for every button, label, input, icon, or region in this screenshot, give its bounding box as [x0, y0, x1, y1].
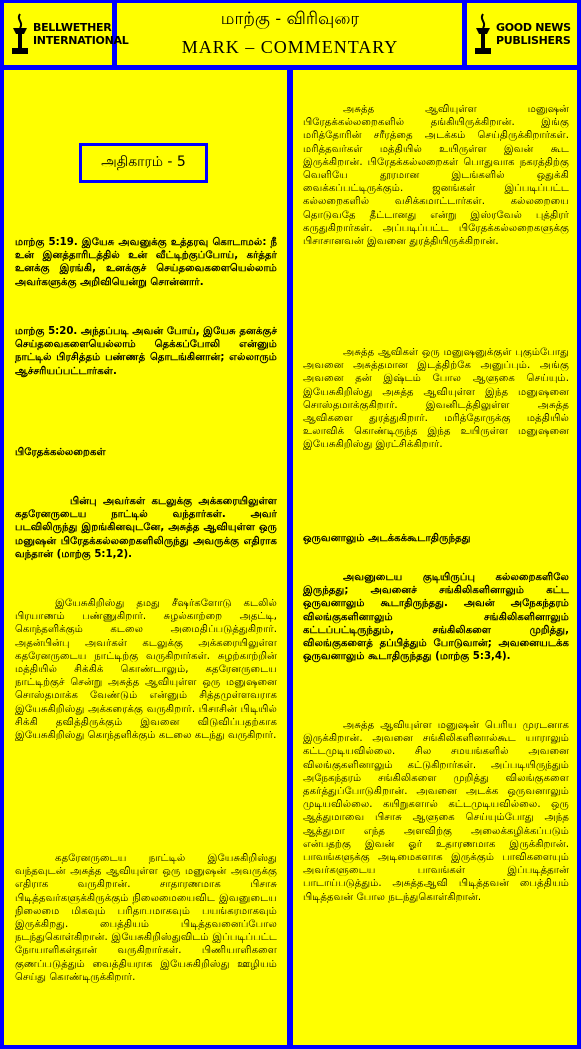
page-title-tamil: மாற்கு - விரிவுரை	[220, 9, 360, 29]
chapter-box	[79, 143, 208, 183]
section-title-unrestrainable: ஒருவனாலும் அடக்கக்கூடாதிருந்தது	[303, 533, 471, 544]
commentary-paragraph: அசுத்த ஆவிகள் ஒரு மனுஷனுக்குள் புகும்போது அவனை அசுத்தமான இடத்திற்கே அனுப்பும். அங்கு அவனை தன் இஷ்டம் போல ஆளுகை செய்யும். இயேசுகிறிஸ்து அசுத்த ஆவியுள்ள இந்த மனுஷனை சொஸ்தமாக்குகிறார். இவனிடத்திலுள்ள அசுத்த ஆவிகளை துரத்துகிறார். மரித்தோருக்கு மத்தியில் உலாவிக் கொண்டிருந்த இந்த உயிருள்ள மனுஷனை இயேசுகிறிஸ்து இரட்சிக்கிறார்.	[303, 347, 569, 451]
header-right-divider	[462, 0, 467, 68]
right-section-heading	[303, 532, 569, 545]
top-border	[0, 0, 581, 3]
scripture-passage-5-3-4: அவனுடைய குடியிருப்பு கல்லறைகளிலே இருந்தது; அவனைச் சங்கிலிகளினாலும் கட்ட ஒருவனாலும் கூடாதிருந்தது. அவன் அநேகந்தரம் விலங்குகளினாலும் சங்கிலிகளினாலும் கட்டப்பட்டிருந்தும், சங்கிலிகளை முறித்து, விலங்குகளைத் தப்பித்தும் போடுவான்; அவனையடக்க ஒருவனாலும் கூடாதிருந்தது (மாற்கு 5:3,4).	[303, 572, 569, 663]
verse-5-19: மாற்கு 5:19. இயேசு அவனுக்கு உத்தரவு கொடாமல்: நீ உன் இனத்தாரிடத்தில் உன் வீட்டிற்குப்போய், கர்த்தர் உனக்கு இரங்கி, உனக்குச் செய்தவைகளையெல்லாம் அவர்களுக்கு அறிவியென்று சொன்னார்.	[15, 237, 277, 288]
logo-line-1: BELLWETHER	[33, 21, 112, 34]
chapter-label: அதிகாரம் - 5	[101, 154, 186, 170]
right-border	[577, 0, 581, 1049]
left-border	[0, 0, 4, 1049]
left-paragraph-2	[15, 852, 277, 984]
right-passage	[303, 571, 569, 663]
logo-line-1: GOOD NEWS	[496, 21, 571, 34]
commentary-paragraph: அசுத்த ஆவியுள்ள மனுஷன் பெரிய முரடனாக இருக்கிறான். அவனை சங்கிலிகளினால்கூட யாராலும் கட்டமுடியவில்லை. சில சமயங்களில் அவனை விலங்குகளினாலும் கட்டுகிறார்கள். அப்படியிருந்தும் அநேகந்தரம் சங்கிலிகளை முறித்து விலங்குகளை தகர்த்துப்போடுகிறான். அவனை அடக்க ஒருவனாலும் முடியவில்லை. கயிறுகளால் கட்டமுடியவில்லை. ஒரு ஆத்துமாவை பிசாசு ஆளுகை செய்யும்போது அந்த ஆத்துமா எந்த அளவிற்கு அலைக்கழிக்கப்படும் என்பதற்கு இவன் ஓர் உதாரணமாக இருக்கிறான். பாவங்களுக்கு அடிமைகளாக இருக்கும் பாவிகளையும் அவர்களுடைய பாவங்கள் இப்படித்தான் பாடாய்படுத்தும். அசுத்தஆவி பிடித்தவன் பைத்தியம் பிடித்தவன் போல நடந்துகொள்கிறான்.	[303, 720, 569, 903]
verse-5-20: மாற்கு 5:20. அந்தப்படி அவன் போய், இயேசு தனக்குச் செய்தவைகளையெல்லாம் தெக்கப்போலி என்னும் நாட்டில் பிரசித்தம் பண்ணத் தொடங்கினான்; எல்லாரும் ஆச்சரியப்பட்டார்கள்.	[15, 326, 277, 377]
lamp-icon	[9, 12, 31, 56]
right-paragraph-3	[303, 719, 569, 904]
left-column	[15, 236, 277, 289]
right-paragraph-1	[303, 103, 569, 248]
left-section-heading	[15, 446, 277, 459]
commentary-paragraph: இயேசுகிறிஸ்து தமது சீஷர்களோடு கடலில் பிரயாணம் பண்ணுகிறார். சுழல்காற்றை அதட்டி, கொந்தளிக்கும் கடலை அமைதிப்படுத்துகிறார். அதன்பின்பு அவர்கள் கடலுக்கு அக்கரையிலுள்ள கதரேனருடைய நாட்டிற்கு வருகிறார்கள். சுழற்காற்றின் மத்தியில் சிக்கிக் கொண்டாலும், கதரேனருடைய நாட்டிற்குச் சென்று அசுத்த ஆவியுள்ள ஒரு மனுஷனை சொஸ்தமாக்க வேண்டும் என்னும் சித்தமுள்ளவராக இயேசுகிறிஸ்து அக்கரைக்கு வருகிறார். பிசாசின் பிடியில் சிக்கி தவித்திருக்கும் இவனை விடுவிப்பதற்காக இயேசுகிறிஸ்து கொந்தளிக்கும் கடலை கடந்து வருகிறார்.	[15, 598, 277, 742]
right-paragraph-2	[303, 346, 569, 452]
logo-line-2: INTERNATIONAL	[33, 34, 129, 47]
page-title-english: MARK – COMMENTARY	[181, 37, 399, 57]
section-title-graves: பிரேதக்கல்லறைகள்	[15, 447, 106, 458]
good-news-logo-text	[496, 21, 571, 47]
good-news-logo	[472, 6, 572, 62]
scripture-passage-5-1-2: பின்பு அவர்கள் கடலுக்கு அக்கரையிலுள்ள கதரேனருடைய நாட்டில் வந்தார்கள். அவர் படவிலிருந்து இறங்கினவுடனே, அசுத்த ஆவியுள்ள ஒரு மனுஷன் பிரேதக்கல்லறைகளிலிருந்து அவருக்கு எதிராக வந்தான் (மாற்கு 5:1,2).	[15, 496, 277, 560]
commentary-paragraph: அசுத்த ஆவியுள்ள மனுஷன் பிரேதக்கல்லறைகளில் தங்கியிருக்கிறான். இங்கு மரித்தோரின் சரீரத்தை அடக்கம் செய்திருக்கிறார்கள். மரித்தவர்கள் மத்தியில் உயிருள்ள இவன் கூட இருக்கிறான். பிரேதக்கல்லறைகள் பொதுவாக நகரத்திற்கு வெளியே தூரமான இடங்களில் ஒதுக்கி வைக்கப்பட்டிருக்கும். ஜனங்கள் இப்படிப்பட்ட கல்லறைகளில் வசிக்கமாட்டார்கள். கல்லறையை தொடுவதே தீட்டானது என்று இஸ்ரவேல் புத்திரர் கருதுகிறார்கள். அப்படிப்பட்ட பிரேதக்கல்லறைகளுக்கு பிசாசானவன் இவனை துரத்தியிருக்கிறான்.	[303, 104, 569, 248]
bellwether-logo	[9, 6, 129, 62]
left-paragraph-1	[15, 597, 277, 742]
bellwether-logo-text	[33, 21, 128, 47]
column-divider	[287, 66, 293, 1049]
lamp-icon	[472, 12, 494, 56]
left-passage	[15, 495, 277, 561]
logo-line-2: PUBLISHERS	[496, 34, 571, 47]
commentary-paragraph: கதரேனருடைய நாட்டில் இயேசுகிறிஸ்து வந்தவுடன் அசுத்த ஆவியுள்ள ஒரு மனுஷன் அவருக்கு எதிராக வருகிறான். சாதாரணமாக பிசாசு பிடித்தவர்களுக்கிருக்கும் நிலைமையைவிட இவனுடைய நிலைமை மிகவும் பரிதாபமாகவும் பயங்கரமாகவும் இருக்கிறது. பைத்தியம் பிடித்தவனைப்போல நடந்துகொள்கிறான். இயேசுகிறிஸ்துவிடம் இப்படிப்பட்ட நோயாளிகள்தான் வருகிறார்கள். பிணியாளிகளை குணப்படுத்தும் வைத்தியராக இயேசுகிறிஸ்து ஊழியம் செய்து கொண்டிருக்கிறார்.	[15, 853, 277, 983]
left-column-verse-20	[15, 325, 277, 378]
